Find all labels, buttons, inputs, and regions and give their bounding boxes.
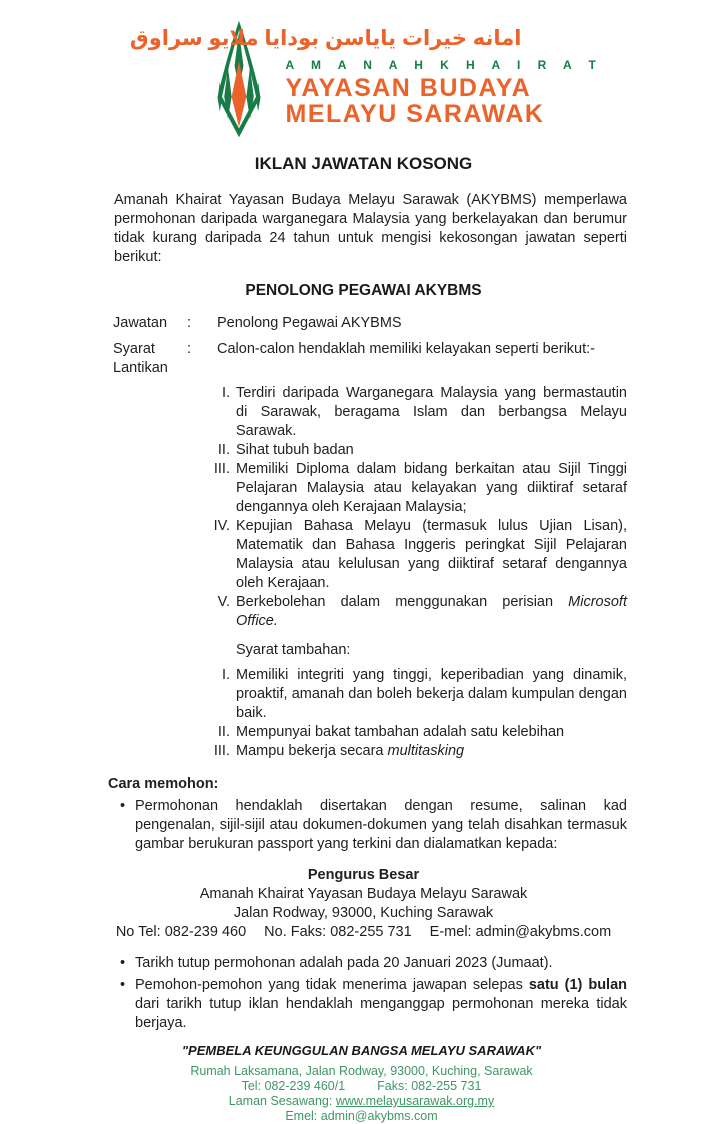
list-item-text: Kepujian Bahasa Melayu (termasuk lulus Ujian Lisan), Matematik dan Bahasa Inggeris peringkat Sijil Pelajaran Malaysia atau kelulusan yang diiktiraf setaraf dengannya oleh Kerajaan. xyxy=(236,518,627,591)
phone-number: No Tel: 082-239 460 xyxy=(115,924,247,940)
list-item-numeral: I. xyxy=(221,385,230,401)
bullet-item-pemohon xyxy=(100,976,627,1033)
cara-memohon-heading: Cara memohon: xyxy=(108,776,219,792)
document-page xyxy=(0,18,723,1123)
syarat-lantikan-value: Calon-calon hendaklah memiliki kelayakan seperti berikut:- xyxy=(217,341,595,357)
intro-paragraph: Amanah Khairat Yayasan Budaya Melayu Sarawak (AKYBMS) memperlawa permohonan daripada warganegara Malaysia yang berkelayakan dan berumur tidak kurang daripada 24 tahun untuk mengisi kekosongan jawatan seperti berikut: xyxy=(114,192,627,265)
footer-phone-fax-line xyxy=(0,1079,723,1094)
list-item-text: Mempunyai bakat tambahan adalah satu kelebihan xyxy=(236,724,565,740)
syarat-lantikan-row xyxy=(113,340,627,378)
syarat-tambahan-heading: Syarat tambahan: xyxy=(236,642,351,658)
list-item xyxy=(100,517,627,593)
fax-number: No. Faks: 082-255 731 xyxy=(264,924,412,940)
list-item xyxy=(100,742,627,761)
list-item-numeral: III. xyxy=(213,461,230,477)
website-label: Laman Sesawang: xyxy=(228,1094,333,1108)
recipient-title: Pengurus Besar xyxy=(307,867,420,883)
document-body xyxy=(0,154,723,1033)
list-item xyxy=(100,441,627,460)
bullet-item-tarikh-tutup xyxy=(100,954,627,973)
organization-motto: "PEMBELA KEUNGGULAN BANGSA MELAYU SARAWAK" xyxy=(181,1043,542,1058)
logo-amanah-khairat-text: A M A N A H K H A I R A T xyxy=(285,58,603,72)
jawatan-label: Jawatan xyxy=(113,315,168,331)
organization-logo xyxy=(0,18,723,138)
logo-wordmark xyxy=(129,18,603,128)
list-item-numeral: I. xyxy=(221,667,230,683)
bullet-marker: • xyxy=(120,798,126,814)
footer-address: Rumah Laksamana, Jalan Rodway, 93000, Kuching, Sarawak xyxy=(190,1064,533,1078)
list-item-numeral: III. xyxy=(213,743,230,759)
list-item xyxy=(100,666,627,723)
footer-email: Emel: admin@akybms.com xyxy=(285,1109,438,1123)
bullet-item-permohonan xyxy=(100,797,627,854)
list-item-numeral: II. xyxy=(217,724,230,740)
address-line-1: Amanah Khairat Yayasan Budaya Melayu Sarawak xyxy=(199,886,528,902)
closing-notes xyxy=(100,954,627,1033)
job-details xyxy=(113,314,627,378)
bullet-text: Tarikh tutup permohonan adalah pada 20 Januari 2023 (Jumaat). xyxy=(135,955,553,971)
logo-yayasan-budaya-text: YAYASAN BUDAYA xyxy=(285,74,532,102)
bullet-text: Pemohon-pemohon yang tidak menerima jawapan selepas satu (1) bulan dari tarikh tutup iklan hendaklah menganggap permohonan mereka tidak berjaya. xyxy=(135,977,628,1031)
list-item-text: Berkebolehan dalam menggunakan perisian Microsoft Office. xyxy=(236,594,627,629)
list-item-numeral: V. xyxy=(217,594,230,610)
bullet-marker: • xyxy=(120,955,126,971)
syarat-tambahan-list xyxy=(100,666,627,761)
footer-fax: Faks: 082-255 731 xyxy=(377,1079,482,1093)
list-item-text: Terdiri daripada Warganegara Malaysia yang bermastautin di Sarawak, beragama Islam dan berbangsa Melayu Sarawak. xyxy=(236,385,627,439)
list-item-text: Mampu bekerja secara multitasking xyxy=(236,743,465,759)
arabic-calligraphy: امانه خيرات ياياسن بودايا ملايو سراوق xyxy=(129,27,522,50)
kelayakan-list xyxy=(100,384,627,631)
contact-line xyxy=(100,923,627,942)
list-item xyxy=(100,460,627,517)
list-item-text: Memiliki integriti yang tinggi, keperibadian yang dinamik, proaktif, amanah dan boleh bekerja dalam kumpulan dengan baik. xyxy=(236,667,627,721)
address-block xyxy=(100,866,627,942)
list-item-numeral: IV. xyxy=(213,518,230,534)
footer xyxy=(0,1041,723,1124)
syarat-lantikan-label: Syarat Lantikan xyxy=(113,341,168,376)
bullet-text: Permohonan hendaklah disertakan dengan resume, salinan kad pengenalan, sijil-sijil atau dokumen-dokumen yang telah disahkan termasuk gambar berukuran passport yang terkini dan dialamatkan kepada: xyxy=(135,798,627,852)
list-item-numeral: II. xyxy=(217,442,230,458)
colon-separator: : xyxy=(187,341,192,357)
jawatan-row xyxy=(113,314,627,333)
footer-website-line xyxy=(0,1094,723,1109)
bullet-marker: • xyxy=(120,977,126,993)
list-item xyxy=(100,384,627,441)
address-line-2: Jalan Rodway, 93000, Kuching Sarawak xyxy=(233,905,494,921)
colon-separator: : xyxy=(187,315,192,331)
list-item xyxy=(100,593,627,631)
jawatan-value: Penolong Pegawai AKYBMS xyxy=(217,315,402,331)
list-item xyxy=(100,723,627,742)
footer-phone: Tel: 082-239 460/1 xyxy=(241,1079,346,1093)
logo-melayu-sarawak-text: MELAYU SARAWAK xyxy=(285,100,545,128)
footer-contact-block xyxy=(0,1064,723,1124)
page-title: IKLAN JAWATAN KOSONG xyxy=(254,154,473,173)
website-link[interactable]: www.melayusarawak.org.my xyxy=(335,1094,495,1108)
list-item-text: Memiliki Diploma dalam bidang berkaitan atau Sijil Tinggi Pelajaran Malaysia atau kelayakan yang diiktiraf setaraf dengannya oleh Kerajaan Malaysia; xyxy=(236,461,627,515)
position-heading: PENOLONG PEGAWAI AKYBMS xyxy=(245,282,482,299)
email-address: E-mel: admin@akybms.com xyxy=(429,924,612,940)
list-item-text: Sihat tubuh badan xyxy=(236,442,354,458)
